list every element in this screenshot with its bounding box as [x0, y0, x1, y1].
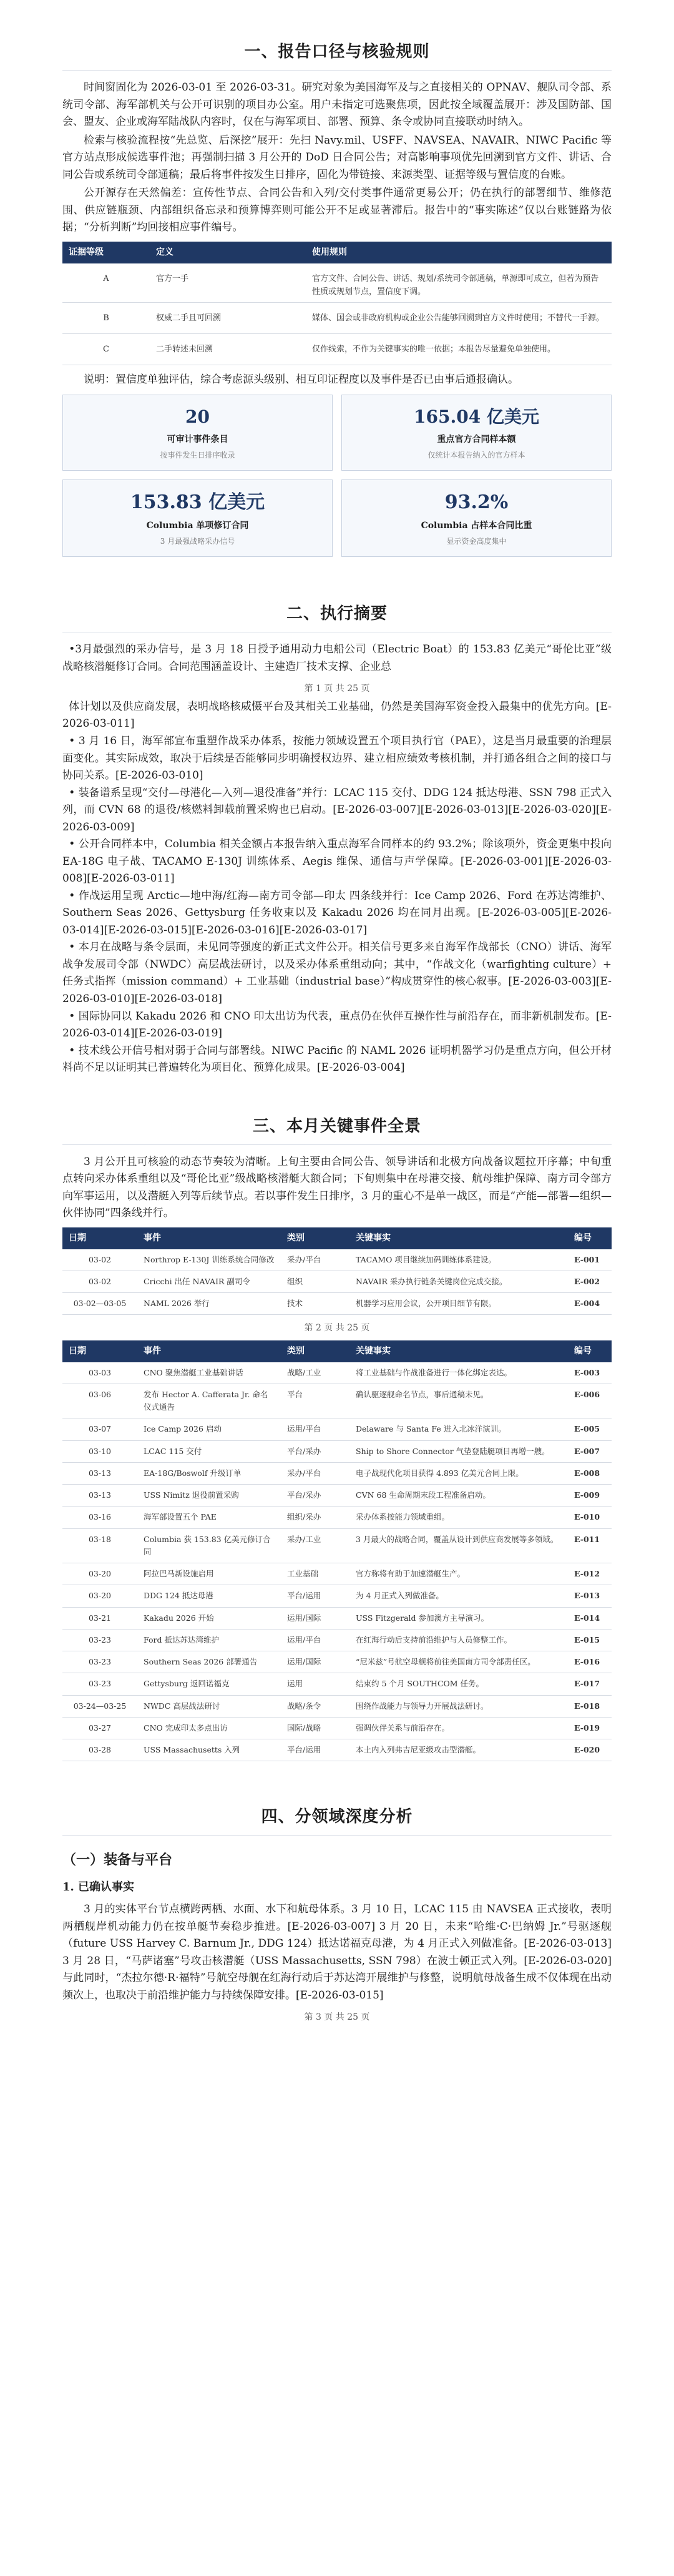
stat-note: 显示资金高度集中 — [446, 536, 507, 546]
stat-note: 仅统计本报告纳入的官方样本 — [427, 450, 525, 460]
event-category-cell: 平台/采办 — [281, 1485, 349, 1507]
table-row — [62, 1440, 612, 1462]
event-name-cell: Gettysburg 返回诺福克 — [137, 1673, 281, 1695]
event-id-cell: E-019 — [568, 1717, 612, 1739]
event-category-cell: 组织/采办 — [281, 1507, 349, 1528]
event-fact-cell: 围绕作战能力与领导力开展战法研讨。 — [349, 1695, 568, 1717]
event-id-cell: E-014 — [568, 1607, 612, 1629]
bullet-paragraph: • 公开合同样本中，Columbia 相关金额占本报告纳入重点海军合同样本的约 93.2%；除该项外，资金更集中投向 EA-18G 电子战、TACAMO E-130J 训练体系、Aegis 维保、通信与声学保障。[E-2026-03-001][E-2026-03-008][E-2026-03-011] — [62, 838, 612, 885]
stat-value: 153.83 亿美元 — [130, 491, 265, 513]
event-fact-cell: 官方称将有助于加速潜艇生产。 — [349, 1563, 568, 1585]
stat-value: 20 — [185, 406, 210, 428]
table-header: 事件 — [137, 1227, 281, 1249]
event-id-cell: E-002 — [568, 1271, 612, 1292]
table-header: 事件 — [137, 1340, 281, 1362]
event-category-cell: 工业基础 — [281, 1563, 349, 1585]
stat-card — [62, 479, 333, 557]
event-category-cell: 战略/条令 — [281, 1695, 349, 1717]
event-fact-cell: TACAMO 项目继续加码训练体系建设。 — [349, 1249, 568, 1271]
table-row — [62, 1418, 612, 1440]
event-id-cell: E-004 — [568, 1293, 612, 1315]
event-name-cell: NAML 2026 举行 — [137, 1293, 281, 1315]
event-fact-cell: 强调伙伴关系与前沿存在。 — [349, 1717, 568, 1739]
table-row — [62, 263, 612, 303]
event-category-cell: 国际/战略 — [281, 1717, 349, 1739]
event-id-cell: E-017 — [568, 1673, 612, 1695]
paragraph: 3 月公开且可核验的动态节奏较为清晰。上旬主要由合同公告、领导讲话和北极方向战备议题拉开序幕；中旬重点转向采办体系重组以及“哥伦比亚”级战略核潜艇大额合同；下旬则集中在母港交接、航母维护保障、南方司令部方向军事运用，以及潜艇入列等后续节点。若以事件发生日排序，3 月的重心不是单一战区，而是“产能—部署—组织—伙伴协同”四条线并行。 — [62, 1155, 612, 1220]
event-category-cell: 采办/平台 — [281, 1249, 349, 1271]
event-table — [62, 1227, 612, 1315]
event-category-cell: 组织 — [281, 1271, 349, 1292]
event-id-cell: E-010 — [568, 1507, 612, 1528]
event-category-cell: 采办/工业 — [281, 1528, 349, 1563]
table-header: 证据等级 — [62, 242, 150, 263]
event-fact-cell: USS Fitzgerald 参加澳方主导演习。 — [349, 1607, 568, 1629]
subsection-title: （一）装备与平台 — [62, 1852, 173, 1869]
event-date-cell: 03-23 — [62, 1673, 137, 1695]
rule-cell: 官方文件、合同公告、讲话、规划/系统司令部通稿，单源即可成立，但若为预告性质或规划节点，置信度下调。 — [306, 263, 612, 303]
event-name-cell: EA-18G/Boswolf 升级订单 — [137, 1462, 281, 1484]
stat-label: Columbia 单项修订合同 — [146, 520, 249, 531]
page-footer: 第 1 页 共 25 页 — [304, 684, 370, 694]
event-name-cell: 海军部设置五个 PAE — [137, 1507, 281, 1528]
event-date-cell: 03-10 — [62, 1440, 137, 1462]
event-id-cell: E-020 — [568, 1739, 612, 1761]
table-header: 日期 — [62, 1227, 137, 1249]
table-row — [62, 1607, 612, 1629]
event-date-cell: 03-23 — [62, 1651, 137, 1673]
table-row — [62, 1673, 612, 1695]
event-name-cell: Southern Seas 2026 部署通告 — [137, 1651, 281, 1673]
table-header: 编号 — [568, 1340, 612, 1362]
grade-cell: C — [62, 333, 150, 365]
paragraph: 说明：置信度单独评估，综合考虑源头级别、相互印证程度以及事件是否已由事后通报确认。 — [84, 373, 519, 386]
stat-card — [341, 395, 612, 471]
event-date-cell: 03-13 — [62, 1462, 137, 1484]
event-id-cell: E-005 — [568, 1418, 612, 1440]
section-2-title: 二、执行摘要 — [62, 564, 612, 632]
page-footer: 第 2 页 共 25 页 — [304, 1323, 370, 1334]
table-header: 类别 — [281, 1227, 349, 1249]
event-fact-cell: Ship to Shore Connector 气垫登陆艇项目再增一艘。 — [349, 1440, 568, 1462]
stat-note: 按事件发生日排序收录 — [160, 450, 235, 460]
event-category-cell: 运用/平台 — [281, 1418, 349, 1440]
event-category-cell: 战略/工业 — [281, 1362, 349, 1384]
event-date-cell: 03-07 — [62, 1418, 137, 1440]
event-fact-cell: 采办体系按能力领域重组。 — [349, 1507, 568, 1528]
stat-value: 165.04 亿美元 — [414, 406, 539, 428]
event-fact-cell: 3 月最大的战略合同，覆盖从设计到供应商发展等多领域。 — [349, 1528, 568, 1563]
event-id-cell: E-013 — [568, 1585, 612, 1607]
section-1-title: 一、报告口径与核验规则 — [62, 0, 612, 71]
table-header: 定义 — [150, 242, 306, 263]
table-header: 编号 — [568, 1227, 612, 1249]
table-row — [62, 1695, 612, 1717]
bullet-paragraph: •3月最强烈的采办信号，是 3 月 18 日授予通用动力电船公司（Electric Boat）的 153.83 亿美元“哥伦比亚”级战略核潜艇修订合同。合同范围涵盖设计、主建造厂技术支撑、企业总 — [62, 643, 612, 673]
table-row — [62, 1739, 612, 1761]
stat-card — [62, 395, 333, 471]
event-id-cell: E-012 — [568, 1563, 612, 1585]
table-row — [62, 1293, 612, 1315]
table-row — [62, 1462, 612, 1484]
event-fact-cell: 结束约 5 个月 SOUTHCOM 任务。 — [349, 1673, 568, 1695]
event-fact-cell: 确认驱逐舰命名节点，事后通稿未见。 — [349, 1384, 568, 1418]
event-category-cell: 采办/平台 — [281, 1462, 349, 1484]
event-name-cell: Ford 抵达苏达湾维护 — [137, 1629, 281, 1651]
event-date-cell: 03-18 — [62, 1528, 137, 1563]
table-row — [62, 1528, 612, 1563]
definition-cell: 官方一手 — [150, 263, 306, 303]
stats-grid — [62, 395, 612, 557]
event-name-cell: USS Nimitz 退役前置采购 — [137, 1485, 281, 1507]
event-fact-cell: 机器学习应用会议，公开项目细节有限。 — [349, 1293, 568, 1315]
event-id-cell: E-007 — [568, 1440, 612, 1462]
event-category-cell: 平台/运用 — [281, 1739, 349, 1761]
event-name-cell: CNO 聚焦潜艇工业基础讲话 — [137, 1362, 281, 1384]
grade-cell: B — [62, 302, 150, 333]
event-id-cell: E-008 — [568, 1462, 612, 1484]
event-date-cell: 03-02—03-05 — [62, 1293, 137, 1315]
table-row — [62, 1362, 612, 1384]
rule-cell: 仅作线索，不作为关键事实的唯一依据；本报告尽量避免单独使用。 — [306, 333, 612, 365]
event-date-cell: 03-28 — [62, 1739, 137, 1761]
event-category-cell: 运用/平台 — [281, 1629, 349, 1651]
event-name-cell: Ice Camp 2026 启动 — [137, 1418, 281, 1440]
stat-value: 93.2% — [444, 491, 509, 513]
event-fact-cell: 本土内入列弗吉尼亚级攻击型潜艇。 — [349, 1739, 568, 1761]
event-category-cell: 运用 — [281, 1673, 349, 1695]
page-footer: 第 3 页 共 25 页 — [304, 2012, 370, 2023]
table-row — [62, 1485, 612, 1507]
evidence-grade-table — [62, 242, 612, 365]
paragraph: 3 月的实体平台节点横跨两栖、水面、水下和航母体系。3 月 10 日，LCAC 115 由 NAVSEA 正式接收，表明两栖舰岸机动能力仍在按单艇节奏稳步推进。[E-2026-03-007] 3 月 20 日，未来“哈维·C·巴纳姆 Jr.”号驱逐舰（future USS Harvey C. Barnum Jr., DDG 124）抵达诺福克母港，为 4 月正式入列做准备。[E-2026-03-013] 3 月 28 日，“马萨诸塞”号攻击核潜艇（USS Massachusetts, SSN 798）在波士顿正式入列。[E-2026-03-020] 与此同时，“杰拉尔德·R·福特”号航空母舰在红海行动后于苏达湾开展维护与修整，说明航母战备生成不仅体现在出动频次上，也取决于前沿维护能力与持续保障安排。[E-2026-03-015] — [62, 1903, 612, 2002]
event-table-continued — [62, 1340, 612, 1761]
event-category-cell: 平台/运用 — [281, 1585, 349, 1607]
table-row — [62, 302, 612, 333]
event-date-cell: 03-03 — [62, 1362, 137, 1384]
definition-cell: 二手转述未回溯 — [150, 333, 306, 365]
section-4-title: 四、分领域深度分析 — [62, 1767, 612, 1836]
table-row — [62, 1384, 612, 1418]
table-header: 类别 — [281, 1340, 349, 1362]
event-id-cell: E-016 — [568, 1651, 612, 1673]
event-date-cell: 03-24—03-25 — [62, 1695, 137, 1717]
event-date-cell: 03-13 — [62, 1485, 137, 1507]
rule-cell: 媒体、国会或非政府机构或企业公告能够回溯到官方文件时使用；不替代一手源。 — [306, 302, 612, 333]
event-fact-cell: “尼米兹”号航空母舰将前往美国南方司令部责任区。 — [349, 1651, 568, 1673]
table-header: 关键事实 — [349, 1340, 568, 1362]
event-name-cell: NWDC 高层战法研讨 — [137, 1695, 281, 1717]
event-date-cell: 03-27 — [62, 1717, 137, 1739]
table-row — [62, 1717, 612, 1739]
event-category-cell: 平台 — [281, 1384, 349, 1418]
event-date-cell: 03-02 — [62, 1249, 137, 1271]
event-fact-cell: CVN 68 生命周期末段工程准备启动。 — [349, 1485, 568, 1507]
definition-cell: 权威二手且可回溯 — [150, 302, 306, 333]
paragraph: 检索与核验流程按“先总览、后深挖”展开：先扫 Navy.mil、USFF、NAVSEA、NAVAIR、NIWC Pacific 等官方站点形成候选事件池；再强制扫描 3 月公开的 DoD 日合同公告；对高影响事项优先回溯到官方文件、讲话、合同公告或系统司令部通稿；最后将事件按发生日排序，固化为带链接、来源类型、证据等级与置信度的台账。 — [62, 134, 612, 181]
bullet-paragraph: • 国际协同以 Kakadu 2026 和 CNO 印太出访为代表，重点仍在伙伴互操作性与前沿存在，而非新机制发布。[E-2026-03-014][E-2026-03-019] — [62, 1010, 612, 1040]
table-row — [62, 333, 612, 365]
table-row — [62, 1563, 612, 1585]
table-row — [62, 1271, 612, 1292]
stat-label: 重点官方合同样本额 — [437, 434, 516, 445]
event-date-cell: 03-02 — [62, 1271, 137, 1292]
bullet-paragraph: 体计划以及供应商发展，表明战略核威慑平台及其相关工业基础，仍然是美国海军资金投入最集中的优先方向。[E-2026-03-011] — [62, 700, 612, 730]
table-header: 关键事实 — [349, 1227, 568, 1249]
table-row — [62, 1507, 612, 1528]
table-header: 使用规则 — [306, 242, 612, 263]
event-id-cell: E-003 — [568, 1362, 612, 1384]
event-date-cell: 03-16 — [62, 1507, 137, 1528]
stat-label: 可审计事件条目 — [167, 434, 228, 445]
event-id-cell: E-006 — [568, 1384, 612, 1418]
event-date-cell: 03-20 — [62, 1585, 137, 1607]
event-name-cell: Cricchi 出任 NAVAIR 副司令 — [137, 1271, 281, 1292]
event-category-cell: 平台/采办 — [281, 1440, 349, 1462]
stat-card — [341, 479, 612, 557]
event-category-cell: 运用/国际 — [281, 1607, 349, 1629]
event-name-cell: LCAC 115 交付 — [137, 1440, 281, 1462]
bullet-paragraph: • 本月在战略与条令层面，未见同等强度的新正式文件公开。相关信号更多来自海军作战部长（CNO）讲话、海军战争发展司令部（NWDC）高层战法研讨，以及采办体系重组动向；其中，“作战文化（warfighting culture）+ 任务式指挥（mission command）+ 工业基础（industrial base）”构成贯穿性的核心叙事。[E-2026-03-003][E-2026-03-010][E-2026-03-018] — [62, 941, 612, 1005]
grade-cell: A — [62, 263, 150, 303]
stat-label: Columbia 占样本合同比重 — [421, 520, 532, 531]
event-id-cell: E-011 — [568, 1528, 612, 1563]
table-row — [62, 1629, 612, 1651]
paragraph: 公开源存在天然偏差：宣传性节点、合同公告和入列/交付类事件通常更易公开；仍在执行的部署细节、维修范围、供应链瓶颈、内部组织备忘录和预算博弈则可能公开不足或显著滞后。报告中的“事实陈述”仅以台账链路为依据；“分析判断”均回接相应事件编号。 — [62, 187, 612, 234]
subsection-heading: 1. 已确认事实 — [62, 1880, 135, 1894]
event-id-cell: E-015 — [568, 1629, 612, 1651]
event-date-cell: 03-21 — [62, 1607, 137, 1629]
event-name-cell: DDG 124 抵达母港 — [137, 1585, 281, 1607]
bullet-paragraph: • 装备谱系呈现“交付—母港化—入列—退役准备”并行：LCAC 115 交付、DDG 124 抵达母港、SSN 798 正式入列，而 CVN 68 的退役/核燃料卸载前置采购也已启动。[E-2026-03-007][E-2026-03-013][E-2026-03-020][E-2026-03-009] — [62, 786, 612, 833]
table-row — [62, 1249, 612, 1271]
event-id-cell: E-001 — [568, 1249, 612, 1271]
stat-note: 3 月最强战略采办信号 — [160, 536, 235, 546]
event-fact-cell: 为 4 月正式入列做准备。 — [349, 1585, 568, 1607]
bullet-paragraph: • 3 月 16 日，海军部宣布重塑作战采办体系，按能力领域设置五个项目执行官（PAE），这是当月最重要的治理层面变化。其实际成效，取决于后续是否能够同步明确授权边界、建立相应绩效考核机制，并打通各组合之间的接口与协同关系。[E-2026-03-010] — [62, 735, 612, 782]
paragraph: 时间窗固化为 2026-03-01 至 2026-03-31。研究对象为美国海军及与之直接相关的 OPNAV、舰队司令部、系统司令部、海军部机关与公开可识别的项目办公室。用户未指定可选聚焦项，因此按全域覆盖展开：涉及国防部、国会、盟友、企业或海军陆战队内容时，仅在与海军项目、部署、预算、条令或协同直接联动时纳入。 — [62, 81, 612, 129]
table-row — [62, 1651, 612, 1673]
event-id-cell: E-018 — [568, 1695, 612, 1717]
event-name-cell: Columbia 获 153.83 亿美元修订合同 — [137, 1528, 281, 1563]
event-fact-cell: 将工业基础与作战准备进行一体化绑定表达。 — [349, 1362, 568, 1384]
event-name-cell: USS Massachusetts 入列 — [137, 1739, 281, 1761]
event-name-cell: 发布 Hector A. Cafferata Jr. 命名仪式通告 — [137, 1384, 281, 1418]
event-category-cell: 技术 — [281, 1293, 349, 1315]
event-name-cell: Kakadu 2026 开始 — [137, 1607, 281, 1629]
event-id-cell: E-009 — [568, 1485, 612, 1507]
event-date-cell: 03-20 — [62, 1563, 137, 1585]
table-header: 日期 — [62, 1340, 137, 1362]
event-fact-cell: 在红海行动后支持前沿维护与人员修整工作。 — [349, 1629, 568, 1651]
bullet-paragraph: • 作战运用呈现 Arctic—地中海/红海—南方司令部—印太 四条线并行：Ice Camp 2026、Ford 在苏达湾维护、Southern Seas 2026、Gettysburg 任务收束以及 Kakadu 2026 均在同月出现。[E-2026-03-005][E-2026-03-014][E-2026-03-015][E-2026-03-016][E-2026-03-017] — [62, 889, 612, 937]
section-3-title: 三、本月关键事件全景 — [62, 1077, 612, 1145]
bullet-paragraph: • 技术线公开信号相对弱于合同与部署线。NIWC Pacific 的 NAML 2026 证明机器学习仍是重点方向，但公开材料尚不足以证明其已普遍转化为项目化、预算化成果。[E-2026-03-004] — [62, 1044, 612, 1074]
event-name-cell: CNO 完成印太多点出访 — [137, 1717, 281, 1739]
event-name-cell: 阿拉巴马新设施启用 — [137, 1563, 281, 1585]
event-category-cell: 运用/国际 — [281, 1651, 349, 1673]
event-fact-cell: NAVAIR 采办执行链条关键岗位完成交接。 — [349, 1271, 568, 1292]
event-date-cell: 03-23 — [62, 1629, 137, 1651]
event-date-cell: 03-06 — [62, 1384, 137, 1418]
event-fact-cell: Delaware 与 Santa Fe 进入北冰洋演训。 — [349, 1418, 568, 1440]
event-fact-cell: 电子战现代化项目获得 4.893 亿美元合同上限。 — [349, 1462, 568, 1484]
table-row — [62, 1585, 612, 1607]
event-name-cell: Northrop E-130J 训练系统合同修改 — [137, 1249, 281, 1271]
